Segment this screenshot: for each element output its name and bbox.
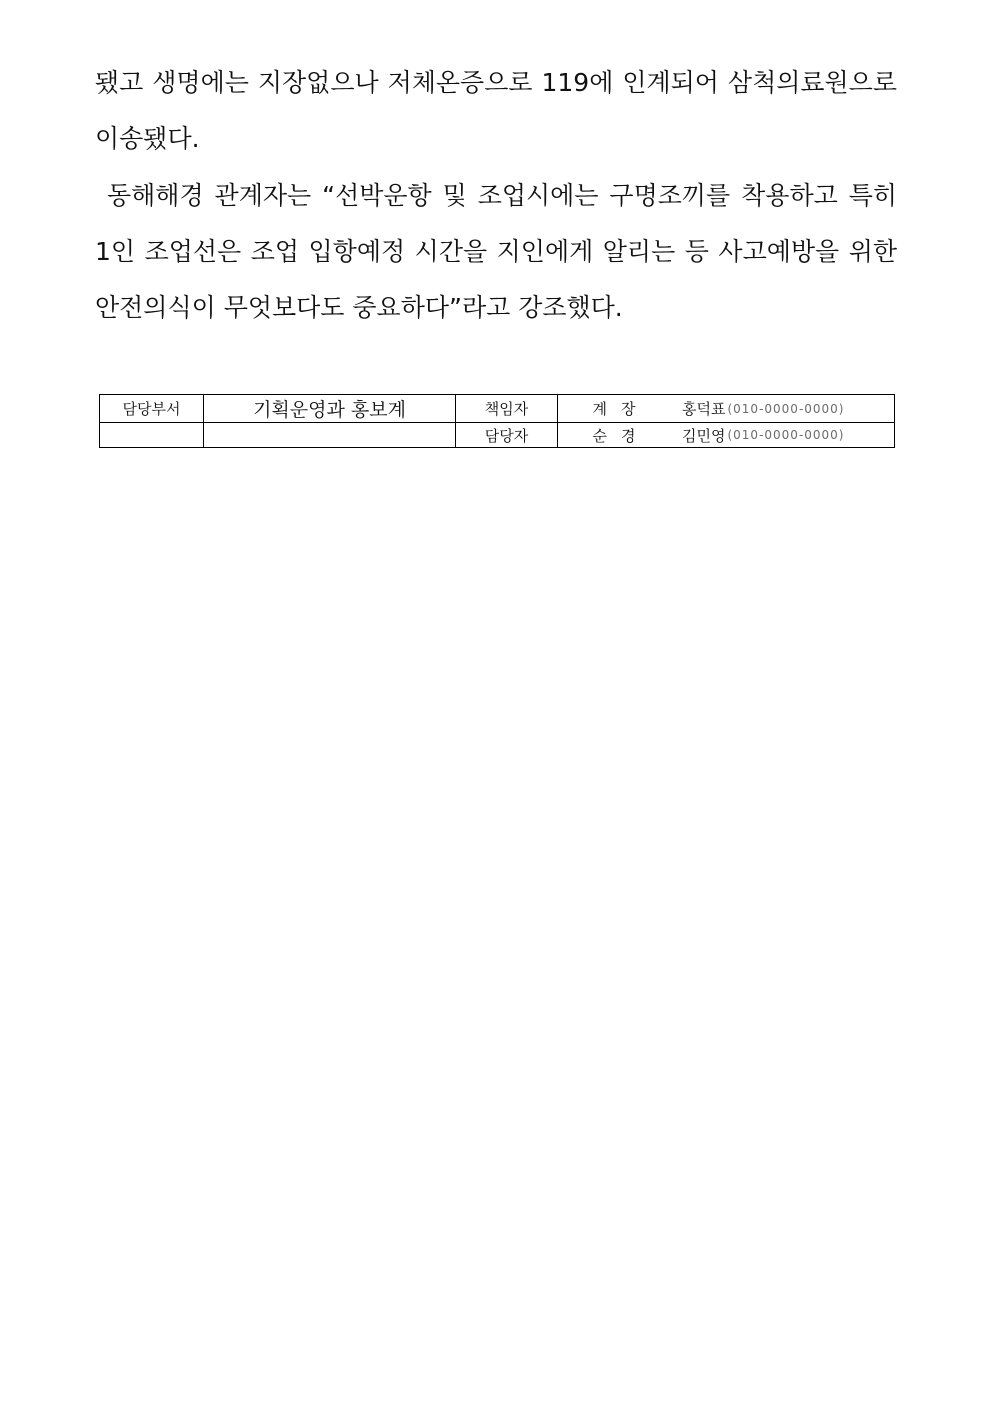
dept-value: 기획운영과 홍보계: [204, 395, 456, 423]
table-row: [100, 423, 895, 448]
contact-table: [99, 394, 895, 448]
empty-cell: [100, 423, 204, 448]
rank-label: 순경: [592, 426, 650, 445]
body-paragraph: 동해해경 관계자는 “선박운항 및 조업시에는 구명조끼를 착용하고 특히 1인 조업선은 조업 입항예정 시간을 지인에게 알리는 등 사고예방을 위한 안전의식이 무엇보다도 중요하다”라고 강조했다.: [95, 181, 897, 322]
phone-number: (010-0000-0000): [727, 428, 845, 442]
body-paragraph: 됐고 생명에는 지장없으나 저체온증으로 119에 인계되어 삼척의료원으로 이송됐다.: [95, 68, 897, 153]
person-name: 김민영: [682, 426, 726, 445]
role-label: 담당자: [456, 423, 558, 448]
contact-person-cell: [558, 395, 895, 423]
phone-number: (010-0000-0000): [727, 401, 845, 416]
role-label: 책임자: [456, 395, 558, 423]
contact-person-cell: [558, 423, 895, 448]
table-row: [100, 395, 895, 423]
empty-cell: [204, 423, 456, 448]
rank-label: 계장: [592, 400, 650, 418]
person-name: 홍덕표: [682, 400, 726, 418]
dept-label: 담당부서: [100, 395, 204, 423]
